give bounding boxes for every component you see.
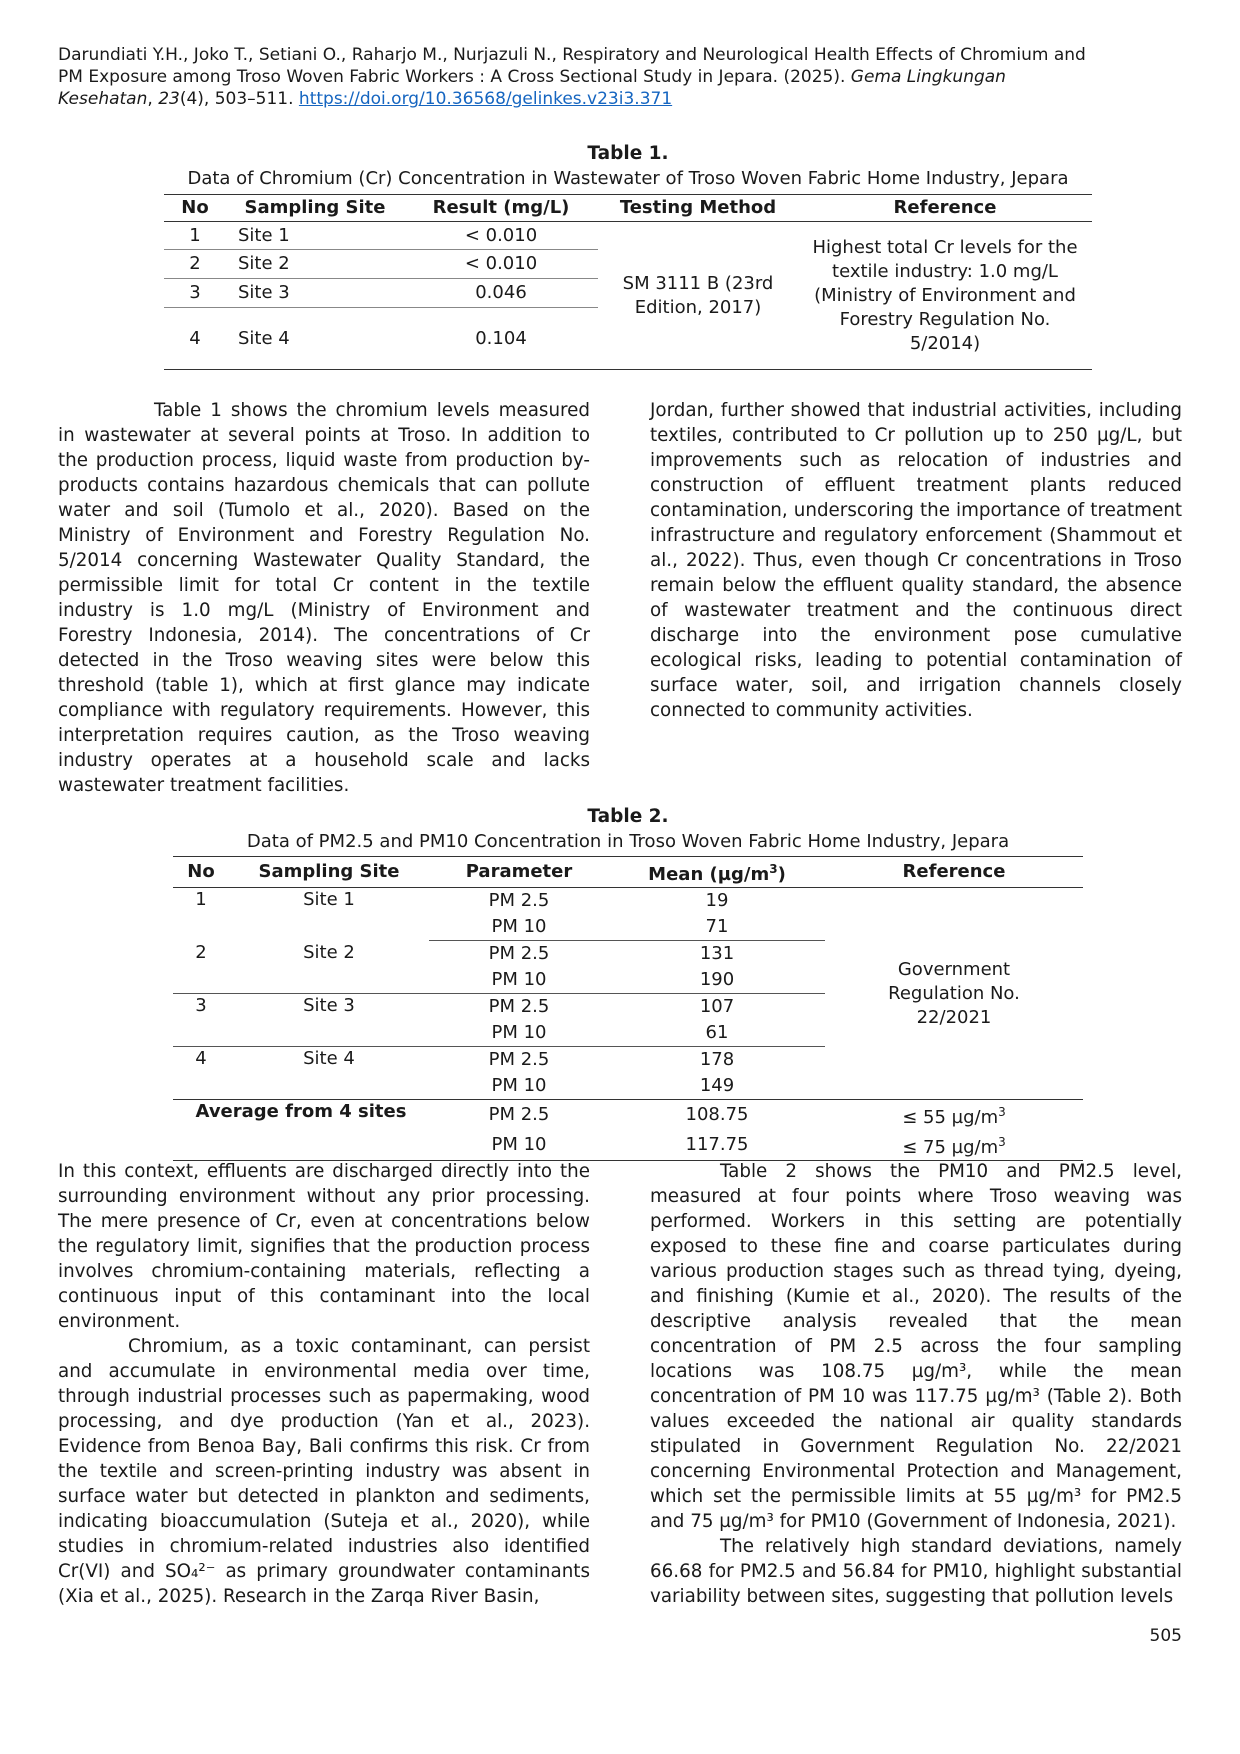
table1-header-row xyxy=(164,195,1092,222)
table2-cell-mean: 19 xyxy=(705,890,729,911)
table2-header-mean-sup: 3 xyxy=(769,862,778,876)
table2-header-no: No xyxy=(173,857,229,888)
table1-header-result: Result (mg/L) xyxy=(404,195,598,222)
table2-cell-site: Site 2 xyxy=(229,941,429,994)
table2-cell-mean: 71 xyxy=(609,914,825,941)
table1-header-no: No xyxy=(164,195,226,222)
table1-cell-site: Site 2 xyxy=(226,250,404,279)
table1-cell-site: Site 1 xyxy=(226,222,404,250)
table1-header-site: Sampling Site xyxy=(226,195,404,222)
table2-title: Table 2. xyxy=(587,806,669,827)
table1-cell-result: 0.104 xyxy=(475,327,527,349)
table1-title: Table 1. xyxy=(587,143,669,164)
table2-cell-mean: 178 xyxy=(699,1049,735,1070)
table2-cell-parameter: PM 10 xyxy=(491,1134,547,1155)
table1-header-method: Testing Method xyxy=(598,195,798,222)
citation-journal: Gema Lingkungan Kesehatan xyxy=(58,67,1006,109)
table1-cell-result: < 0.010 xyxy=(404,222,598,250)
right-column-block-2 xyxy=(650,1159,1182,1609)
table2-cell-site: Site 1 xyxy=(303,889,355,910)
table2-cell-parameter: PM 2.5 xyxy=(488,943,550,964)
citation-authors-title: Darundiati Y.H., Joko T., Setiani O., Raharjo M., Nurjazuli N., Respiratory and Neurological Health Effects of Chromium and PM Exposure among Troso Woven Fabric Workers : A Cross Sectional Study in Jepara. (2025). xyxy=(58,45,1086,87)
table2 xyxy=(173,856,1083,1161)
citation-volume: 23 xyxy=(158,89,180,109)
citation-header: Darundiati Y.H., Joko T., Setiani O., Raharjo M., Nurjazuli N., Respiratory and Neurological Health Effects of Chromium and PM Exposure among Troso Woven Fabric Workers : A Cross Sectional Study in Jepara. (2025). Gema Lingkungan Kesehatan, 23(4), 503–511. https://doi.org/10.36568/gelinkes.v23i3.371 xyxy=(58,45,1086,109)
table1-header-reference: Reference xyxy=(798,195,1092,222)
table2-header-row xyxy=(173,857,1083,888)
paragraph: Jordan, further showed that industrial activities, including textiles, contributed to Cr pollution up to 250 µg/L, but improvements such as relocation of industries and construction of effluent treatment plants reduced contamination, underscoring the importance of treatment infrastructure and regulatory enforcement (Shammout et al., 2022). Thus, even though Cr concentrations in Troso remain below the effluent quality standard, the absence of wastewater treatment and the continuous direct discharge into the environment pose cumulative ecological risks, leading to potential contamination of surface water, soil, and irrigation channels closely connected to community activities. xyxy=(650,400,1182,721)
table1-cell-method: SM 3111 B (23rd Edition, 2017) xyxy=(622,272,774,318)
table2-header-mean-close: ) xyxy=(777,864,786,885)
table2-caption: Data of PM2.5 and PM10 Concentration in Troso Woven Fabric Home Industry, Jepara xyxy=(246,831,1010,852)
table2-limit-pm10-sup: 3 xyxy=(998,1135,1006,1149)
table2-header-parameter: Parameter xyxy=(429,857,609,888)
table1-cell-no: 4 xyxy=(189,327,201,349)
paragraph: The relatively high standard deviations, namely 66.68 for PM2.5 and 56.84 for PM10, highlight substantial variability between sites, suggesting that pollution levels xyxy=(650,1536,1182,1607)
table2-header-mean-text: Mean (µg/m xyxy=(648,864,770,885)
table2-cell-parameter: PM 10 xyxy=(429,914,609,941)
citation-issue-pages: (4), 503–511. xyxy=(179,89,299,109)
paragraph: In this context, effluents are discharged directly into the surrounding environment without any prior processing. The mere presence of Cr, even at concentrations below the regulatory limit, signifies that the production process involves chromium-containing materials, reflecting a continuous input of this contaminant into the local environment. xyxy=(58,1161,590,1332)
table1-cell-result: 0.046 xyxy=(404,279,598,308)
table2-cell-no: 1 xyxy=(195,889,207,910)
table2-limit-pm25-sup: 3 xyxy=(998,1105,1006,1119)
table2-header-mean xyxy=(609,857,825,888)
doi-link[interactable]: https://doi.org/10.36568/gelinkes.v23i3.371 xyxy=(298,89,673,109)
table1-cell-no: 1 xyxy=(164,222,226,250)
table2-average-pm25: 108.75 xyxy=(609,1100,825,1131)
left-column-block-2 xyxy=(58,1159,590,1609)
table2-header-site: Sampling Site xyxy=(229,857,429,888)
table2-cell-no: 2 xyxy=(173,941,229,994)
table2-cell-site: Site 4 xyxy=(303,1048,355,1069)
table2-limit-pm25 xyxy=(825,1100,1083,1131)
table-row xyxy=(173,888,1083,915)
table1 xyxy=(164,194,1092,370)
table1-cell-site: Site 3 xyxy=(226,279,404,308)
table-row xyxy=(164,222,1092,250)
table1-cell-no: 2 xyxy=(164,250,226,279)
table2-average-label: Average from 4 sites xyxy=(173,1100,429,1161)
table2-cell-parameter: PM 10 xyxy=(429,967,609,994)
table2-cell-reference: Government Regulation No. 22/2021 xyxy=(888,958,1020,1028)
table1-cell-reference: Highest total Cr levels for the textile industry: 1.0 mg/L (Ministry of Environment and Forestry Regulation No. 5/2014) xyxy=(812,236,1078,354)
table2-cell-mean: 149 xyxy=(699,1075,735,1096)
table2-limit-pm25-text: ≤ 55 µg/m xyxy=(902,1107,999,1128)
paragraph: Table 1 shows the chromium levels measured in wastewater at several points at Troso. In addition to the production process, liquid waste from production by-products contains hazardous chemicals that can pollute water and soil (Tumolo et al., 2020). Based on the Ministry of Environment and Forestry Regulation No. 5/2014 concerning Wastewater Quality Standard, the permissible limit for total Cr content in the textile industry is 1.0 mg/L (Ministry of Environment and Forestry Indonesia, 2014). The concentrations of Cr detected in the Troso weaving sites were below this threshold (table 1), which at first glance may indicate compliance with regulatory requirements. However, this interpretation requires caution, as the Troso weaving industry operates at a household scale and lacks wastewater treatment facilities. xyxy=(58,400,590,796)
table1-cell-result: < 0.010 xyxy=(404,250,598,279)
table2-cell-parameter: PM 2.5 xyxy=(488,890,550,911)
table2-cell-no: 4 xyxy=(195,1048,207,1069)
table2-cell-parameter: PM 2.5 xyxy=(488,996,550,1017)
table2-average-pm10: 117.75 xyxy=(685,1134,749,1155)
table-row xyxy=(173,1100,1083,1131)
table2-cell-mean: 190 xyxy=(609,967,825,994)
table1-caption: Data of Chromium (Cr) Concentration in Wastewater of Troso Woven Fabric Home Industry, Jepara xyxy=(187,168,1069,189)
right-column-block-1 xyxy=(650,398,1182,723)
paragraph: Chromium, as a toxic contaminant, can persist and accumulate in environmental media over time, through industrial processes such as papermaking, wood processing, and dye production (Yan et al., 2023). Evidence from Benoa Bay, Bali confirms this risk. Cr from the textile and screen-printing industry was absent in surface water but detected in plankton and sediments, indicating bioaccumulation (Suteja et al., 2020), while studies in chromium-related industries also identified Cr(VI) and SO₄²⁻ as primary groundwater contaminants (Xia et al., 2025). Research in the Zarqa River Basin, xyxy=(58,1336,590,1607)
page-number: 505 xyxy=(1149,1626,1182,1646)
table1-cell-site: Site 4 xyxy=(238,327,290,349)
table2-cell-parameter: PM 10 xyxy=(491,1075,547,1096)
table2-cell-parameter: PM 2.5 xyxy=(488,1049,550,1070)
table2-cell-no: 3 xyxy=(173,994,229,1047)
table2-cell-mean: 107 xyxy=(699,996,735,1017)
table2-cell-site: Site 3 xyxy=(229,994,429,1047)
table2-limit-pm10-text: ≤ 75 µg/m xyxy=(902,1137,999,1158)
table2-cell-mean: 61 xyxy=(609,1020,825,1047)
table1-cell-no: 3 xyxy=(164,279,226,308)
table2-limit-pm10 xyxy=(825,1130,1083,1161)
paragraph: Table 2 shows the PM10 and PM2.5 level, measured at four points where Troso weaving was performed. Workers in this setting are potentially exposed to these fine and coarse particulates during various production stages such as thread tying, dyeing, and finishing (Kumie et al., 2020). The results of the descriptive analysis revealed that the mean concentration of PM 2.5 across the four sampling locations was 108.75 µg/m³, while the mean concentration of PM 10 was 117.75 µg/m³ (Table 2). Both values exceeded the national air quality standards stipulated in Government Regulation No. 22/2021 concerning Environmental Protection and Management, which set the permissible limits at 55 µg/m³ for PM2.5 and 75 µg/m³ for PM10 (Government of Indonesia, 2021). xyxy=(650,1161,1182,1532)
left-column-block-1 xyxy=(58,398,590,798)
table2-cell-parameter: PM 10 xyxy=(429,1020,609,1047)
table2-cell-mean: 131 xyxy=(699,943,735,964)
table2-header-reference: Reference xyxy=(825,857,1083,888)
table2-cell-parameter: PM 2.5 xyxy=(429,1100,609,1131)
